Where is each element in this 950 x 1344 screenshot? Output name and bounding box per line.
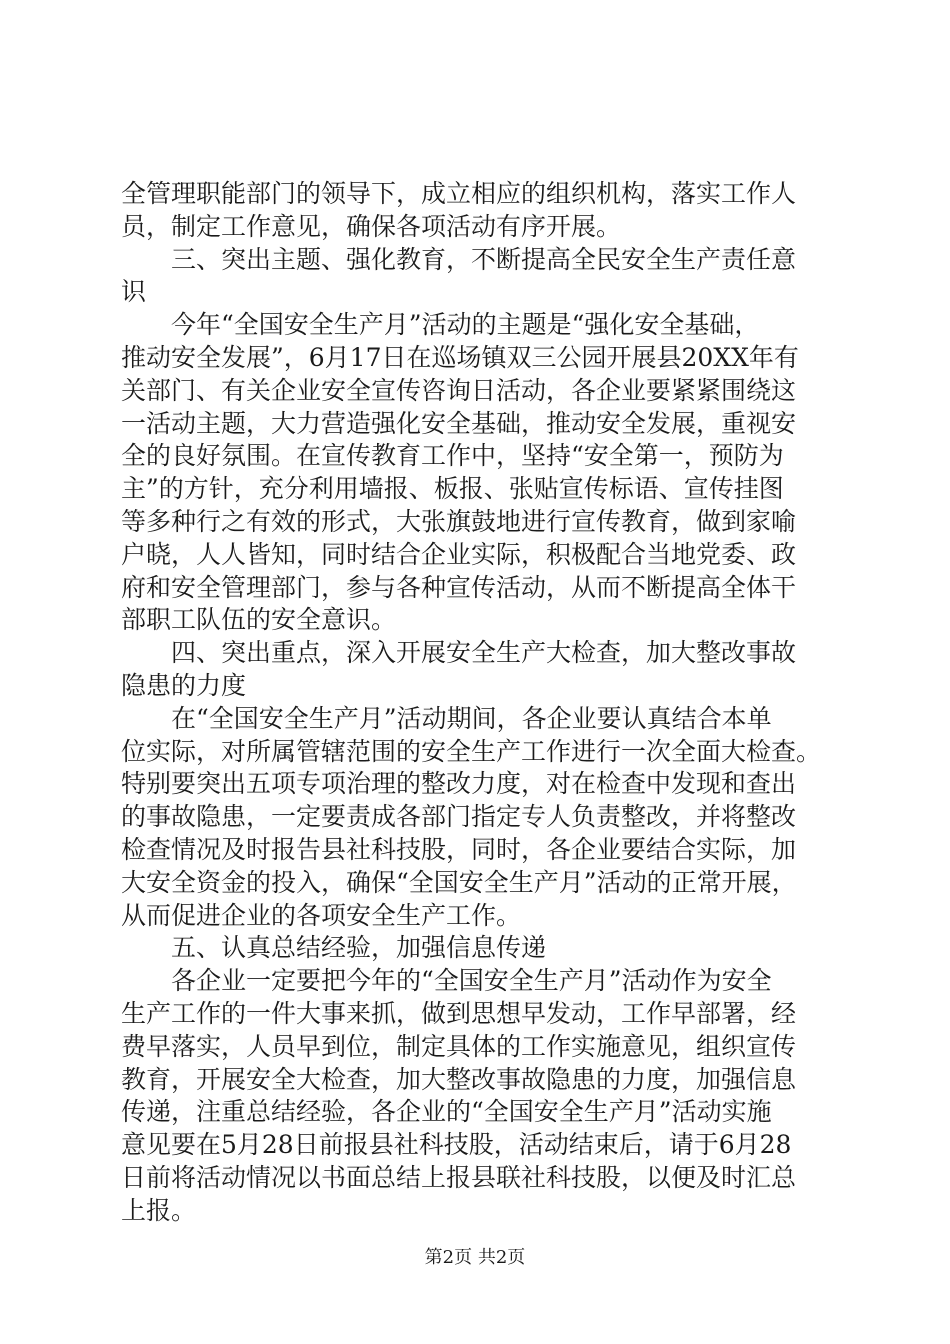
text-line: 各企业一定要把今年的“全国安全生产月”活动作为安全	[121, 966, 772, 996]
text-line: 今年“全国安全生产月”活动的主题是“强化安全基础，	[121, 310, 760, 340]
text-line: 传递，注重总结经验，各企业的“全国安全生产月”活动实施	[121, 1097, 772, 1127]
text-line: 日前将活动情况以书面总结上报县联社科技股，以便及时汇总	[121, 1162, 797, 1192]
text-line: 检查情况及时报告县社科技股，同时，各企业要结合实际，加	[121, 834, 797, 864]
text-line: 户晓，人人皆知，同时结合企业实际，积极配合当地党委、政	[121, 539, 797, 569]
text-line: 员，制定工作意见，确保各项活动有序开展。	[121, 211, 622, 241]
text-line: 府和安全管理部门，参与各种宣传活动，从而不断提高全体干	[121, 572, 797, 602]
text-line: 费早落实，人员早到位，制定具体的工作实施意见，组织宣传	[121, 1031, 797, 1061]
text-line: 部职工队伍的安全意识。	[121, 605, 397, 635]
text-line: 位实际，对所属管辖范围的安全生产工作进行一次全面大检查。	[121, 736, 822, 766]
text-line: 关部门、有关企业安全宣传咨询日活动，各企业要紧紧围绕这	[121, 375, 797, 405]
text-line: 全的良好氛围。在宣传教育工作中，坚持“安全第一，预防为	[121, 441, 784, 471]
section-heading-line: 识	[121, 277, 147, 307]
section-heading-line: 四、突出重点，深入开展安全生产大检查，加大整改事故	[121, 638, 797, 668]
text-line: 特别要突出五项专项治理的整改力度，对在检查中发现和查出	[121, 769, 797, 799]
text-line: 上报。	[121, 1195, 197, 1225]
text-line: 大安全资金的投入，确保“全国安全生产月”活动的正常开展，	[121, 867, 797, 897]
text-line: 在“全国安全生产月”活动期间，各企业要认真结合本单	[121, 703, 772, 733]
text-line: 生产工作的一件大事来抓，做到思想早发动，工作早部署，经	[121, 998, 797, 1028]
text-line: 一活动主题，大力营造强化安全基础，推动安全发展，重视安	[121, 408, 797, 438]
text-line: 教育，开展安全大检查，加大整改事故隐患的力度，加强信息	[121, 1064, 797, 1094]
text-line: 从而促进企业的各项安全生产工作。	[121, 900, 522, 930]
text-line: 的事故隐患，一定要责成各部门指定专人负责整改，并将整改	[121, 802, 797, 832]
text-line: 推动安全发展”，6月17日在巡场镇双三公园开展县20XX年有	[121, 342, 799, 372]
text-line: 全管理职能部门的领导下，成立相应的组织机构，落实工作人	[121, 179, 797, 208]
text-line: 主”的方针，充分利用墙报、板报、张贴宣传标语、宣传挂图	[121, 474, 784, 504]
text-line: 意见要在5月28日前报县社科技股，活动结束后，请于6月28	[121, 1130, 792, 1160]
section-heading-line: 三、突出主题、强化教育，不断提高全民安全生产责任意	[121, 244, 797, 274]
section-heading-line: 隐患的力度	[121, 670, 247, 700]
page-number-footer: 第2页 共2页	[424, 1247, 526, 1268]
document-body	[121, 178, 841, 1228]
section-heading-line: 五、认真总结经验，加强信息传递	[121, 933, 547, 963]
text-line: 等多种行之有效的形式，大张旗鼓地进行宣传教育，做到家喻	[121, 506, 797, 536]
